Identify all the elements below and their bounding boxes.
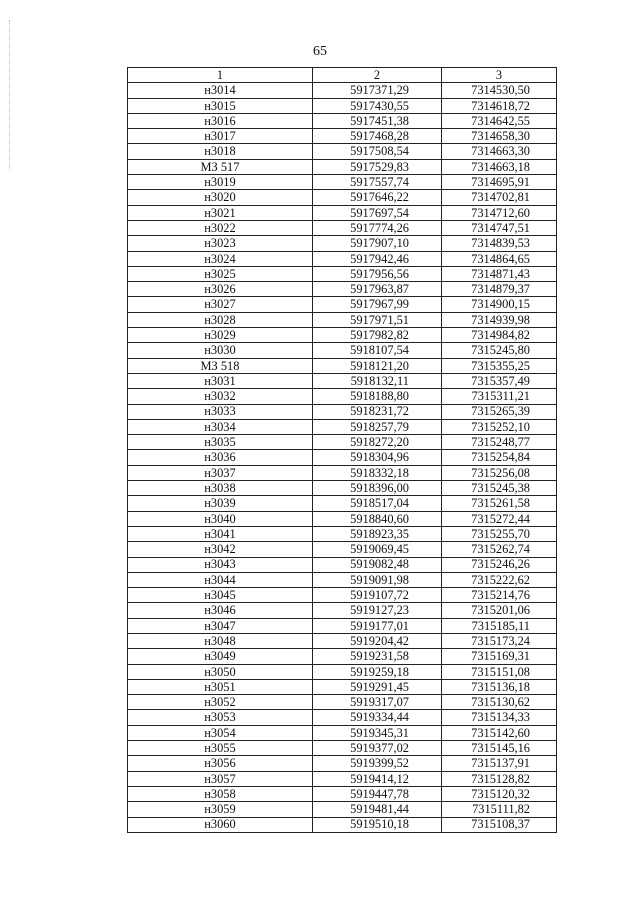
x-coordinate-cell: 5919345,31 xyxy=(313,725,442,740)
table-row xyxy=(128,588,557,603)
point-name-cell: н3014 xyxy=(128,83,313,98)
point-name-cell: н3023 xyxy=(128,236,313,251)
point-name-cell: н3052 xyxy=(128,695,313,710)
x-coordinate-cell: 5917557,74 xyxy=(313,175,442,190)
x-coordinate-cell: 5919069,45 xyxy=(313,542,442,557)
y-coordinate-cell: 7315173,24 xyxy=(442,633,557,648)
point-name-cell: н3032 xyxy=(128,389,313,404)
point-name-cell: н3046 xyxy=(128,603,313,618)
x-coordinate-cell: 5918107,54 xyxy=(313,343,442,358)
y-coordinate-cell: 7314939,98 xyxy=(442,312,557,327)
table-row xyxy=(128,526,557,541)
y-coordinate-cell: 7314663,30 xyxy=(442,144,557,159)
x-coordinate-cell: 5917371,29 xyxy=(313,83,442,98)
table-row xyxy=(128,679,557,694)
x-coordinate-cell: 5918121,20 xyxy=(313,358,442,373)
table-row xyxy=(128,175,557,190)
y-coordinate-cell: 7315245,80 xyxy=(442,343,557,358)
y-coordinate-cell: 7314864,65 xyxy=(442,251,557,266)
x-coordinate-cell: 5917956,56 xyxy=(313,266,442,281)
table-row xyxy=(128,756,557,771)
y-coordinate-cell: 7314871,43 xyxy=(442,266,557,281)
y-coordinate-cell: 7315357,49 xyxy=(442,373,557,388)
y-coordinate-cell: 7315111,82 xyxy=(442,802,557,817)
table-row xyxy=(128,802,557,817)
point-name-cell: н3029 xyxy=(128,328,313,343)
point-name-cell: н3042 xyxy=(128,542,313,557)
x-coordinate-cell: 5919377,02 xyxy=(313,741,442,756)
point-name-cell: н3039 xyxy=(128,496,313,511)
y-coordinate-cell: 7315120,32 xyxy=(442,786,557,801)
table-row xyxy=(128,328,557,343)
x-coordinate-cell: 5917942,46 xyxy=(313,251,442,266)
table-row xyxy=(128,312,557,327)
x-coordinate-cell: 5917646,22 xyxy=(313,190,442,205)
table-row xyxy=(128,649,557,664)
y-coordinate-cell: 7315108,37 xyxy=(442,817,557,832)
x-coordinate-cell: 5919414,12 xyxy=(313,771,442,786)
x-coordinate-cell: 5918272,20 xyxy=(313,435,442,450)
coordinates-table xyxy=(127,67,557,833)
point-name-cell: н3041 xyxy=(128,526,313,541)
x-coordinate-cell: 5917451,38 xyxy=(313,113,442,128)
y-coordinate-cell: 7315265,39 xyxy=(442,404,557,419)
table-row xyxy=(128,282,557,297)
point-name-cell: н3050 xyxy=(128,664,313,679)
point-name-cell: н3024 xyxy=(128,251,313,266)
point-name-cell: н3060 xyxy=(128,817,313,832)
y-coordinate-cell: 7314900,15 xyxy=(442,297,557,312)
table-row xyxy=(128,236,557,251)
point-name-cell: МЗ 518 xyxy=(128,358,313,373)
point-name-cell: н3018 xyxy=(128,144,313,159)
point-name-cell: н3056 xyxy=(128,756,313,771)
x-coordinate-cell: 5919259,18 xyxy=(313,664,442,679)
y-coordinate-cell: 7314702,81 xyxy=(442,190,557,205)
table-row xyxy=(128,741,557,756)
point-name-cell: н3057 xyxy=(128,771,313,786)
point-name-cell: н3019 xyxy=(128,175,313,190)
point-name-cell: н3020 xyxy=(128,190,313,205)
point-name-cell: н3035 xyxy=(128,435,313,450)
table-row xyxy=(128,710,557,725)
table-row xyxy=(128,83,557,98)
y-coordinate-cell: 7314618,72 xyxy=(442,98,557,113)
table-row xyxy=(128,695,557,710)
point-name-cell: н3015 xyxy=(128,98,313,113)
table-row xyxy=(128,435,557,450)
table-row xyxy=(128,496,557,511)
y-coordinate-cell: 7315272,44 xyxy=(442,511,557,526)
point-name-cell: н3017 xyxy=(128,129,313,144)
table-row xyxy=(128,511,557,526)
point-name-cell: н3038 xyxy=(128,481,313,496)
scan-margin-line xyxy=(9,20,10,170)
table-row xyxy=(128,159,557,174)
point-name-cell: н3044 xyxy=(128,572,313,587)
x-coordinate-cell: 5918332,18 xyxy=(313,465,442,480)
y-coordinate-cell: 7314530,50 xyxy=(442,83,557,98)
table-row xyxy=(128,481,557,496)
x-coordinate-cell: 5917963,87 xyxy=(313,282,442,297)
table-row xyxy=(128,266,557,281)
x-coordinate-cell: 5919510,18 xyxy=(313,817,442,832)
column-header-point: 1 xyxy=(128,68,313,83)
point-name-cell: н3030 xyxy=(128,343,313,358)
point-name-cell: н3028 xyxy=(128,312,313,327)
table-row xyxy=(128,603,557,618)
table-row xyxy=(128,205,557,220)
y-coordinate-cell: 7315252,10 xyxy=(442,419,557,434)
y-coordinate-cell: 7315134,33 xyxy=(442,710,557,725)
x-coordinate-cell: 5919231,58 xyxy=(313,649,442,664)
y-coordinate-cell: 7315248,77 xyxy=(442,435,557,450)
x-coordinate-cell: 5918840,60 xyxy=(313,511,442,526)
table-row xyxy=(128,297,557,312)
y-coordinate-cell: 7315185,11 xyxy=(442,618,557,633)
y-coordinate-cell: 7315145,16 xyxy=(442,741,557,756)
x-coordinate-cell: 5917697,54 xyxy=(313,205,442,220)
x-coordinate-cell: 5917971,51 xyxy=(313,312,442,327)
point-name-cell: н3022 xyxy=(128,220,313,235)
point-name-cell: н3016 xyxy=(128,113,313,128)
x-coordinate-cell: 5919177,01 xyxy=(313,618,442,633)
point-name-cell: н3031 xyxy=(128,373,313,388)
point-name-cell: н3045 xyxy=(128,588,313,603)
point-name-cell: н3027 xyxy=(128,297,313,312)
x-coordinate-cell: 5917529,83 xyxy=(313,159,442,174)
y-coordinate-cell: 7315151,08 xyxy=(442,664,557,679)
y-coordinate-cell: 7315201,06 xyxy=(442,603,557,618)
y-coordinate-cell: 7315245,38 xyxy=(442,481,557,496)
y-coordinate-cell: 7314712,60 xyxy=(442,205,557,220)
y-coordinate-cell: 7314695,91 xyxy=(442,175,557,190)
table-row xyxy=(128,389,557,404)
y-coordinate-cell: 7314747,51 xyxy=(442,220,557,235)
table-row xyxy=(128,771,557,786)
point-name-cell: н3040 xyxy=(128,511,313,526)
y-coordinate-cell: 7315222,62 xyxy=(442,572,557,587)
table-row xyxy=(128,450,557,465)
x-coordinate-cell: 5917468,28 xyxy=(313,129,442,144)
x-coordinate-cell: 5918396,00 xyxy=(313,481,442,496)
x-coordinate-cell: 5917774,26 xyxy=(313,220,442,235)
y-coordinate-cell: 7314658,30 xyxy=(442,129,557,144)
y-coordinate-cell: 7315136,18 xyxy=(442,679,557,694)
y-coordinate-cell: 7315355,25 xyxy=(442,358,557,373)
point-name-cell: н3037 xyxy=(128,465,313,480)
table-row xyxy=(128,373,557,388)
x-coordinate-cell: 5917508,54 xyxy=(313,144,442,159)
x-coordinate-cell: 5919481,44 xyxy=(313,802,442,817)
point-name-cell: МЗ 517 xyxy=(128,159,313,174)
x-coordinate-cell: 5919447,78 xyxy=(313,786,442,801)
point-name-cell: н3025 xyxy=(128,266,313,281)
table-row xyxy=(128,419,557,434)
x-coordinate-cell: 5919334,44 xyxy=(313,710,442,725)
x-coordinate-cell: 5918923,35 xyxy=(313,526,442,541)
table-row xyxy=(128,343,557,358)
y-coordinate-cell: 7315130,62 xyxy=(442,695,557,710)
point-name-cell: н3059 xyxy=(128,802,313,817)
y-coordinate-cell: 7315261,58 xyxy=(442,496,557,511)
y-coordinate-cell: 7315137,91 xyxy=(442,756,557,771)
x-coordinate-cell: 5919082,48 xyxy=(313,557,442,572)
table-row xyxy=(128,725,557,740)
x-coordinate-cell: 5917430,55 xyxy=(313,98,442,113)
table-row xyxy=(128,129,557,144)
x-coordinate-cell: 5919091,98 xyxy=(313,572,442,587)
table-row xyxy=(128,618,557,633)
y-coordinate-cell: 7315255,70 xyxy=(442,526,557,541)
x-coordinate-cell: 5919317,07 xyxy=(313,695,442,710)
table-row xyxy=(128,404,557,419)
point-name-cell: н3047 xyxy=(128,618,313,633)
point-name-cell: н3051 xyxy=(128,679,313,694)
x-coordinate-cell: 5918188,80 xyxy=(313,389,442,404)
point-name-cell: н3021 xyxy=(128,205,313,220)
x-coordinate-cell: 5918132,11 xyxy=(313,373,442,388)
x-coordinate-cell: 5918517,04 xyxy=(313,496,442,511)
column-header-y: 3 xyxy=(442,68,557,83)
point-name-cell: н3053 xyxy=(128,710,313,725)
point-name-cell: н3049 xyxy=(128,649,313,664)
y-coordinate-cell: 7315128,82 xyxy=(442,771,557,786)
table-row xyxy=(128,633,557,648)
table-row xyxy=(128,817,557,832)
x-coordinate-cell: 5919127,23 xyxy=(313,603,442,618)
table-row xyxy=(128,572,557,587)
x-coordinate-cell: 5918257,79 xyxy=(313,419,442,434)
y-coordinate-cell: 7315256,08 xyxy=(442,465,557,480)
table-row xyxy=(128,144,557,159)
point-name-cell: н3026 xyxy=(128,282,313,297)
table-row xyxy=(128,251,557,266)
table-row xyxy=(128,786,557,801)
table-row xyxy=(128,98,557,113)
y-coordinate-cell: 7315254,84 xyxy=(442,450,557,465)
y-coordinate-cell: 7315311,21 xyxy=(442,389,557,404)
y-coordinate-cell: 7314879,37 xyxy=(442,282,557,297)
page-number: 65 xyxy=(313,44,327,59)
y-coordinate-cell: 7314642,55 xyxy=(442,113,557,128)
table-row xyxy=(128,220,557,235)
table-row xyxy=(128,465,557,480)
point-name-cell: н3055 xyxy=(128,741,313,756)
table-row xyxy=(128,358,557,373)
x-coordinate-cell: 5917907,10 xyxy=(313,236,442,251)
y-coordinate-cell: 7315214,76 xyxy=(442,588,557,603)
y-coordinate-cell: 7315262,74 xyxy=(442,542,557,557)
x-coordinate-cell: 5919399,52 xyxy=(313,756,442,771)
table-row xyxy=(128,664,557,679)
table-row xyxy=(128,542,557,557)
x-coordinate-cell: 5918304,96 xyxy=(313,450,442,465)
y-coordinate-cell: 7315142,60 xyxy=(442,725,557,740)
point-name-cell: н3048 xyxy=(128,633,313,648)
y-coordinate-cell: 7315169,31 xyxy=(442,649,557,664)
x-coordinate-cell: 5918231,72 xyxy=(313,404,442,419)
point-name-cell: н3033 xyxy=(128,404,313,419)
y-coordinate-cell: 7314839,53 xyxy=(442,236,557,251)
point-name-cell: н3034 xyxy=(128,419,313,434)
point-name-cell: н3036 xyxy=(128,450,313,465)
column-header-x: 2 xyxy=(313,68,442,83)
point-name-cell: н3058 xyxy=(128,786,313,801)
x-coordinate-cell: 5919291,45 xyxy=(313,679,442,694)
table-row xyxy=(128,190,557,205)
table-header-row xyxy=(128,68,557,83)
table-row xyxy=(128,557,557,572)
y-coordinate-cell: 7315246,26 xyxy=(442,557,557,572)
y-coordinate-cell: 7314663,18 xyxy=(442,159,557,174)
x-coordinate-cell: 5919204,42 xyxy=(313,633,442,648)
point-name-cell: н3054 xyxy=(128,725,313,740)
coordinates-table-body xyxy=(128,68,557,833)
x-coordinate-cell: 5919107,72 xyxy=(313,588,442,603)
y-coordinate-cell: 7314984,82 xyxy=(442,328,557,343)
point-name-cell: н3043 xyxy=(128,557,313,572)
x-coordinate-cell: 5917967,99 xyxy=(313,297,442,312)
x-coordinate-cell: 5917982,82 xyxy=(313,328,442,343)
table-row xyxy=(128,113,557,128)
